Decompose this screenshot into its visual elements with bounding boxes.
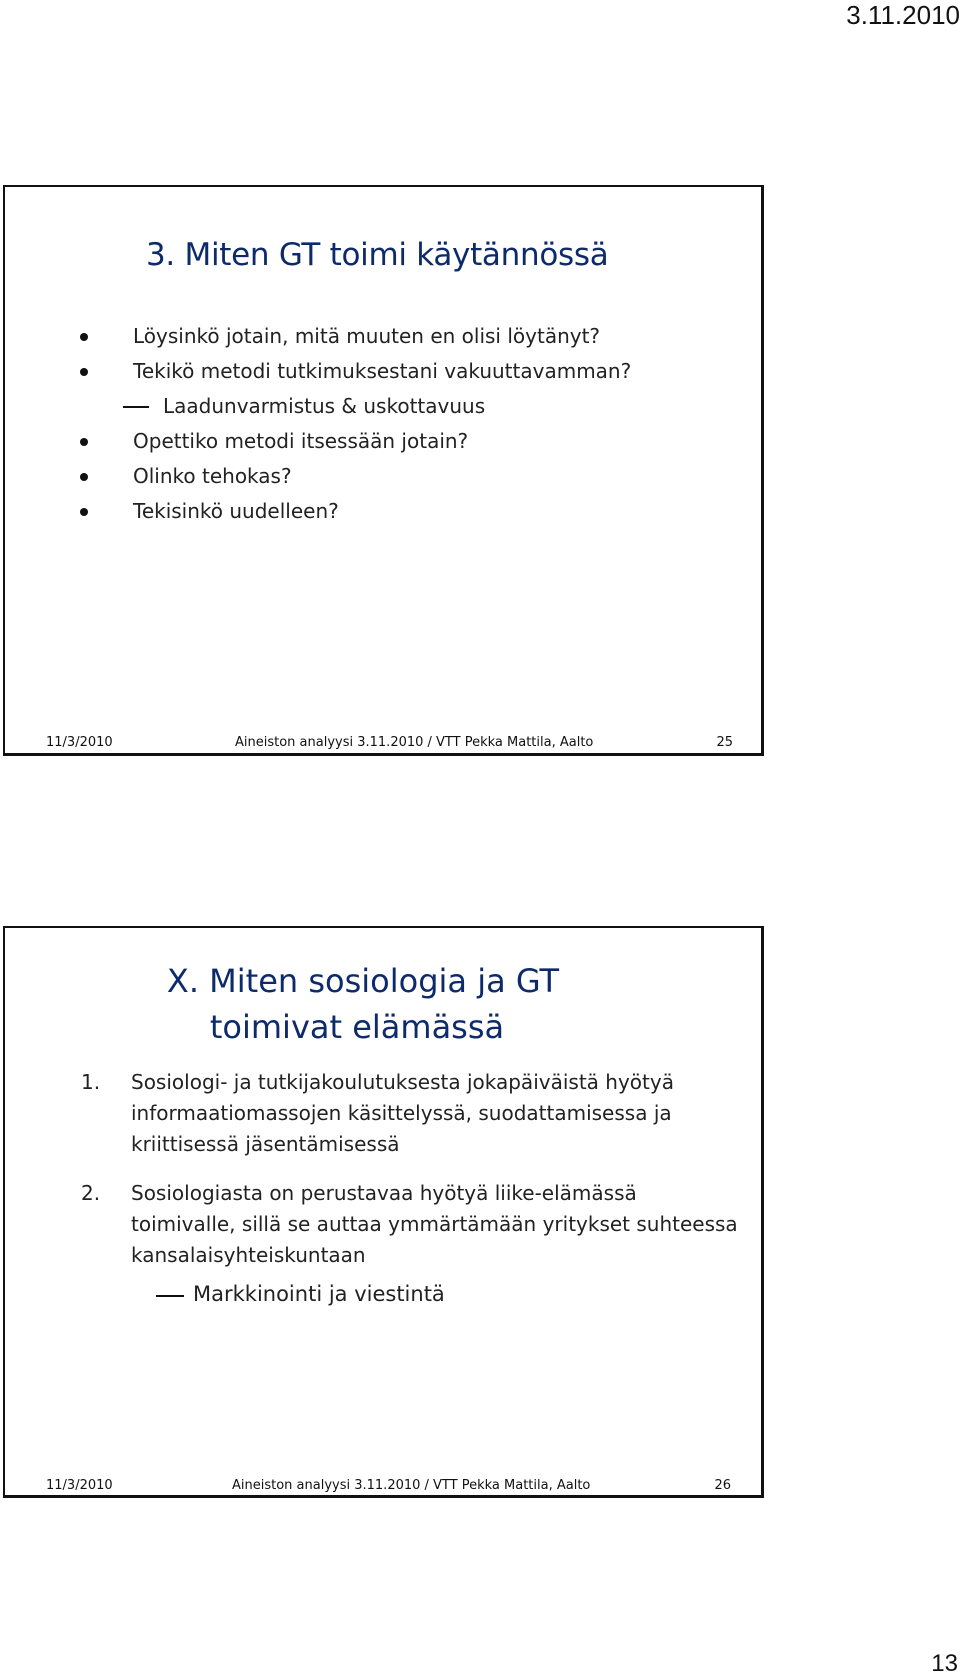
numbered-item	[75, 1067, 741, 1178]
bullet-dot-icon	[80, 333, 88, 341]
slide-title-line-2: toimivat elämässä	[209, 1008, 505, 1046]
footer-date: 11/3/2010	[46, 735, 113, 750]
item-number: 1.	[81, 1070, 101, 1094]
numbered-list	[75, 1067, 741, 1276]
slide-footer	[5, 735, 761, 755]
bullet-dot-icon	[80, 473, 88, 481]
slide-number: 25	[716, 735, 733, 750]
slide-26	[3, 926, 764, 1498]
item-text: Sosiologi- ja tutkijakoulutuksesta jokapäiväistä hyötyä informaatiomassojen käsittelyssä, suodattamisessa ja kriittisessä jäsentämisessä	[131, 1070, 674, 1156]
numbered-item	[75, 1178, 741, 1276]
slide-number: 26	[714, 1478, 731, 1493]
slide-title	[5, 958, 761, 1050]
dash-bullet-icon	[156, 1295, 184, 1297]
sub-item: Markkinointi ja viestintä	[193, 1282, 445, 1306]
bullet-dot-icon	[80, 508, 88, 516]
bullet-dot-icon	[80, 438, 88, 446]
dash-bullet-icon	[123, 406, 149, 408]
item-text: Sosiologiasta on perustavaa hyötyä liike-elämässä toimivalle, sillä se auttaa ymmärtämään yritykset suhteessa kansalaisyhteiskuntaan	[131, 1181, 738, 1267]
page-date: 3.11.2010	[846, 0, 960, 30]
bullet-dot-icon	[80, 368, 88, 376]
slide-25: 3. Miten GT toimi käytännössä Löysinkö jotain, mitä muuten en olisi löytänyt? Tekikö metodi tutkimuksestani vakuuttavamman? Laadunvarmistus & uskottavuus Opettiko metodi itsessään jotain? Olinko tehokas? Tekisinkö uudelleen? 11/3/2010 Aineiston analyysi 3.11.2010 / VTT Pekka Mattila, Aalto 25	[3, 185, 764, 756]
slide-footer	[5, 1478, 761, 1498]
slide-title: 3. Miten GT toimi käytännössä	[146, 237, 609, 273]
page-number: 13	[931, 1650, 958, 1677]
footer-text: Aineiston analyysi 3.11.2010 / VTT Pekka Mattila, Aalto	[235, 735, 594, 750]
slide-title-line-1: X. Miten sosiologia ja GT	[166, 962, 560, 1000]
item-number: 2.	[81, 1181, 101, 1205]
footer-text: Aineiston analyysi 3.11.2010 / VTT Pekka Mattila, Aalto	[232, 1478, 591, 1493]
footer-date: 11/3/2010	[46, 1478, 113, 1493]
